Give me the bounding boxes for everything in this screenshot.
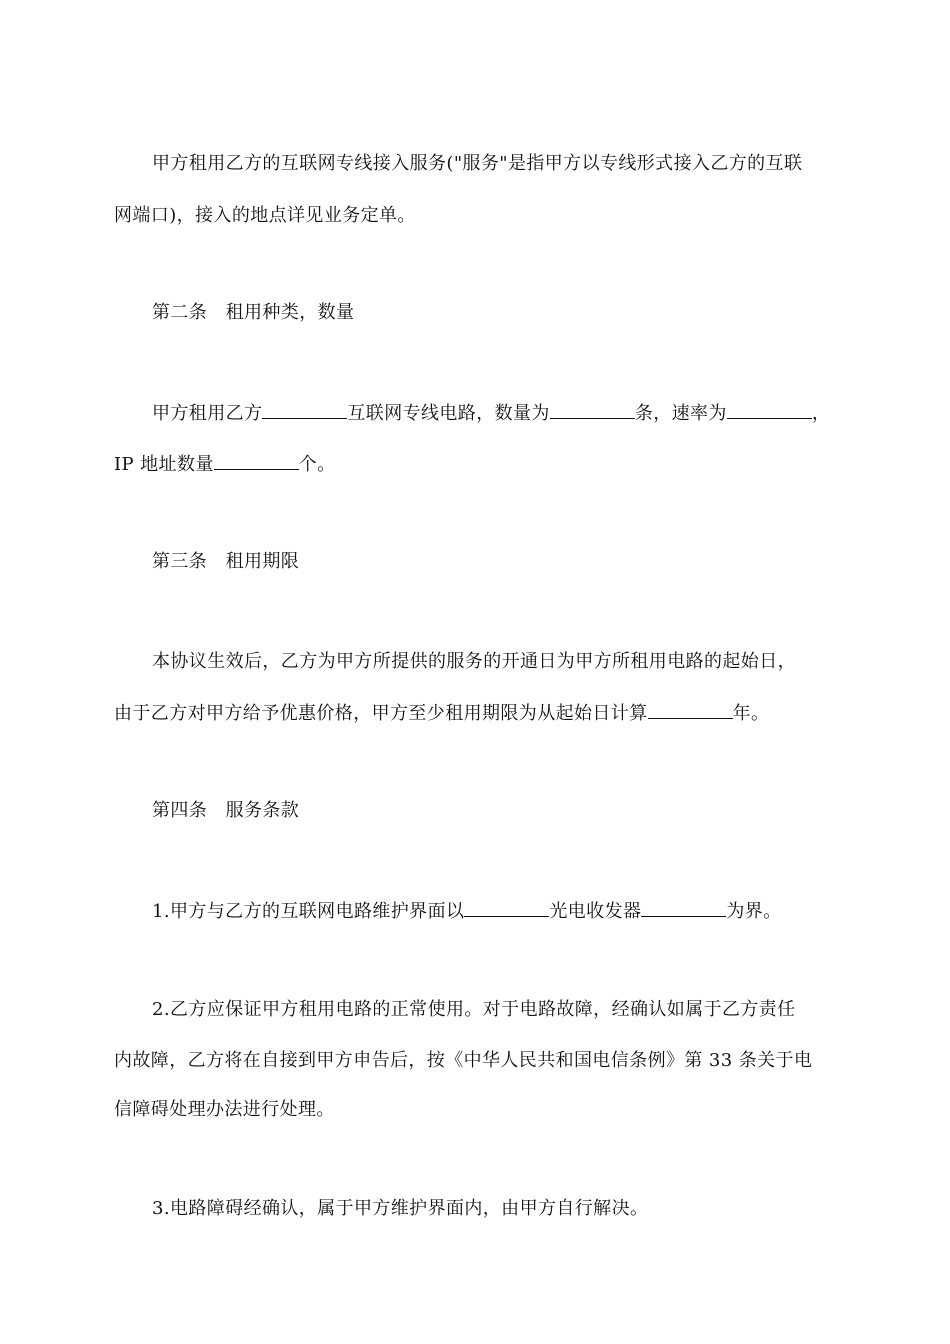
article-4-item2-line1: 2.乙方应保证甲方租用电路的正常使用。对于电路故障，经确认如属于乙方责任 bbox=[152, 999, 796, 1020]
paragraph-service-line2: 网端口)，接入的地点详见业务定单。 bbox=[114, 205, 416, 226]
blank-line-type bbox=[262, 401, 347, 419]
article-4-item2-line3: 信障碍处理办法进行处理。 bbox=[114, 1099, 335, 1120]
article-3-text-a: 由于乙方对甲方给予优惠价格，甲方至少租用期限为从起始日计算 bbox=[114, 703, 648, 724]
blank-line-interface-a bbox=[464, 899, 549, 917]
item1-text-a: 1.甲方与乙方的互联网电路维护界面以 bbox=[152, 901, 465, 922]
article-4-item2-line2: 内故障，乙方将在自接到甲方申告后，按《中华人民共和国电信条例》第 33 条关于电 bbox=[114, 1050, 813, 1071]
blank-line-interface-b bbox=[641, 899, 726, 917]
item1-text-c: 为界。 bbox=[726, 901, 782, 922]
blank-line-rate bbox=[727, 401, 812, 419]
article-2-text-d: ， bbox=[811, 403, 831, 424]
article-2-heading: 第二条 租用种类，数量 bbox=[152, 302, 355, 323]
article-2-text-b: 互联网专线电路，数量为 bbox=[347, 403, 550, 424]
article-2-ip-label: IP 地址数量 bbox=[114, 454, 214, 475]
article-2-text-a: 甲方租用乙方 bbox=[152, 403, 263, 424]
article-4-item3: 3.电路障碍经确认，属于甲方维护界面内，由甲方自行解决。 bbox=[152, 1198, 649, 1219]
article-3-heading: 第三条 租用期限 bbox=[152, 551, 300, 572]
article-2-ip-suffix: 个。 bbox=[298, 454, 336, 475]
blank-line-years bbox=[648, 701, 733, 719]
article-3-text-b: 年。 bbox=[732, 703, 770, 724]
article-2-text-c: 条，速率为 bbox=[634, 403, 727, 424]
article-4-item1 bbox=[152, 899, 782, 924]
item1-text-b: 光电收发器 bbox=[549, 901, 642, 922]
article-4-heading: 第四条 服务条款 bbox=[152, 800, 300, 821]
article-2-line2 bbox=[114, 452, 336, 477]
blank-line-ip-count bbox=[214, 452, 299, 470]
paragraph-service-line1: 甲方租用乙方的互联网专线接入服务("服务"是指甲方以专线形式接入乙方的互联 bbox=[152, 153, 803, 174]
article-3-line1: 本协议生效后，乙方为甲方所提供的服务的开通日为甲方所租用电路的起始日， bbox=[152, 651, 796, 672]
article-2-line1 bbox=[152, 401, 830, 426]
blank-line-quantity bbox=[550, 401, 635, 419]
article-3-line2 bbox=[114, 701, 769, 726]
